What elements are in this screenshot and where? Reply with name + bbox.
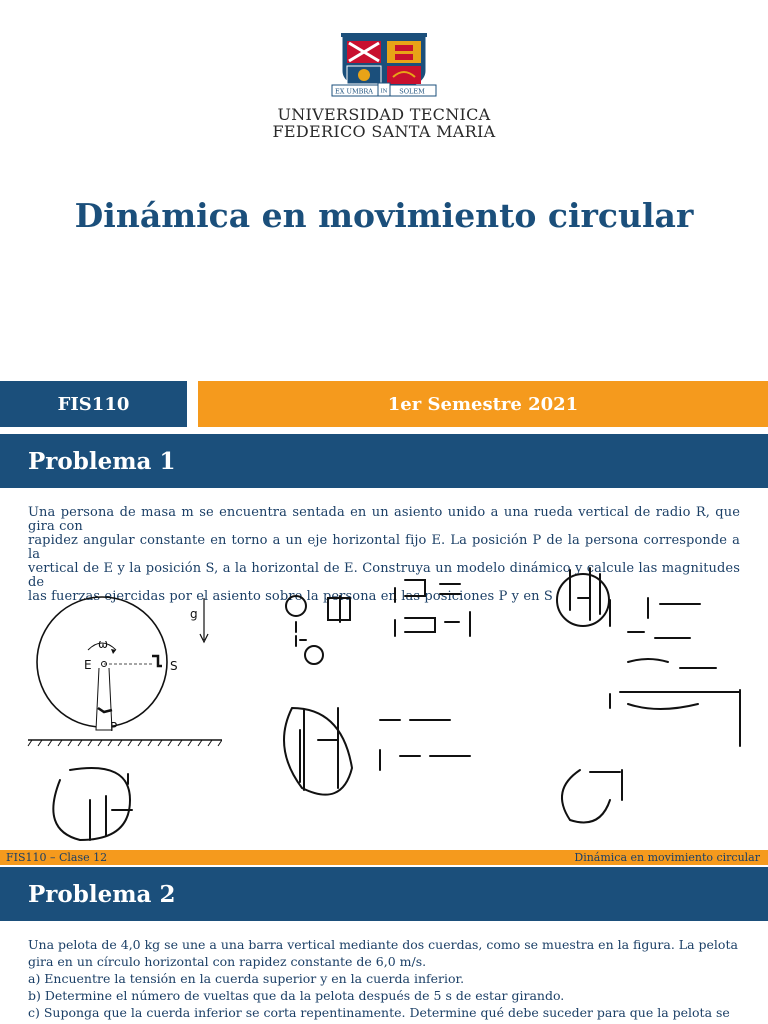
motto-ribbon — [330, 82, 438, 98]
motto-center: IN — [380, 88, 388, 95]
problem2-header — [0, 867, 768, 921]
handwritten-sketches — [0, 560, 768, 850]
motto-left: EX UMBRA — [335, 87, 373, 96]
problem2-line4: b) Determine el número de vueltas que da la pelota después de 5 s de estar girando. — [28, 988, 565, 1003]
position-p-label: P — [110, 720, 118, 734]
semester-label: 1er Semestre 2021 — [387, 393, 579, 415]
motto-right: SOLEM — [399, 87, 425, 96]
footer-course-label: FIS110 – Clase 12 — [6, 851, 108, 864]
problem1-line3: vertical de E y la posición S, a la horizontal de E. Construya un modelo dinámico y calcule las magnitudes de — [28, 561, 740, 590]
gravity-label: g — [190, 607, 198, 621]
problem2-line3: a) Encuentre la tensión en la cuerda superior y en la cuerda inferior. — [28, 971, 465, 986]
footer-title-label: Dinámica en movimiento circular — [574, 851, 760, 864]
problem1-line2: rapidez angular constante en torno a un eje horizontal fijo E. La posición P de la persona corresponde a la — [28, 533, 740, 562]
problem2-heading: Problema 2 — [28, 880, 176, 908]
course-code: FIS110 — [57, 393, 130, 415]
page-title: Dinámica en movimiento circular — [74, 196, 694, 235]
problem2-line1: Una pelota de 4,0 kg se une a una barra vertical mediante dos cuerdas, como se muestra en la figura. La pelota — [28, 937, 738, 952]
position-s-label: S — [170, 659, 178, 673]
problem1-header — [0, 434, 768, 488]
problem2-line2: gira en un círculo horizontal con rapidez constante de 6,0 m/s. — [28, 954, 427, 969]
university-name-line1: UNIVERSIDAD TECNICA — [277, 105, 491, 124]
problem1-line1: Una persona de masa m se encuentra sentada en un asiento unido a una rueda vertical de radio R, que gira con — [28, 505, 740, 534]
problem1-line4: las fuerzas ejercidas por el asiento sobre la persona en las posiciones P y en S — [28, 589, 553, 604]
semester-box — [198, 381, 768, 427]
omega-label: ω — [98, 637, 109, 651]
problem1-heading: Problema 1 — [28, 447, 176, 475]
course-code-box — [0, 381, 187, 427]
problem2-statement — [28, 936, 744, 1021]
problem2-line5: c) Suponga que la cuerda inferior se corta repentinamente. Determine qué debe suceder para que la pelota se — [28, 1005, 730, 1020]
axis-label-e: E — [84, 658, 92, 672]
university-name-line2: FEDERICO SANTA MARIA — [272, 122, 496, 141]
